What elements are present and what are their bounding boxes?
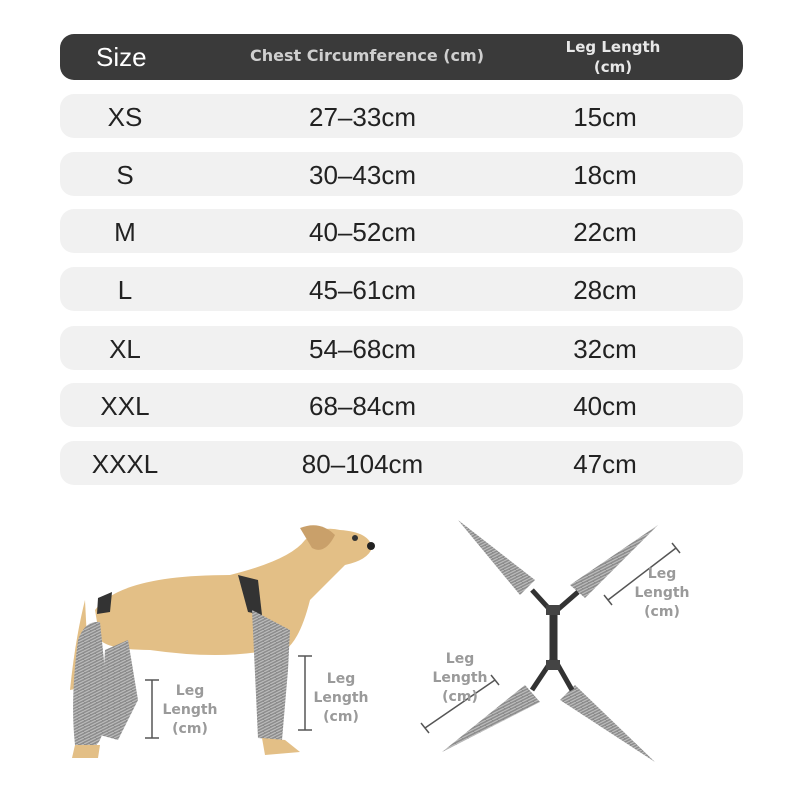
size-table-header <box>60 34 743 80</box>
row-size: XXL <box>100 391 150 421</box>
annotation-line1: Leg <box>647 566 677 582</box>
annotation-line1: Leg <box>445 651 475 667</box>
row-leg: 40cm <box>573 391 637 421</box>
sleeve-top-left <box>458 520 535 595</box>
table-row <box>60 94 743 138</box>
row-leg: 18cm <box>573 160 637 190</box>
sleeve-bottom-right <box>560 685 655 762</box>
dog-body <box>95 529 372 655</box>
buckle-icon <box>546 660 560 670</box>
annotation-line2: Length <box>313 690 369 706</box>
row-size: XL <box>109 334 141 364</box>
row-leg: 15cm <box>573 102 637 132</box>
leg-length-measure-front <box>298 656 369 730</box>
header-leg-length <box>564 37 662 77</box>
row-leg: 28cm <box>573 275 637 305</box>
row-size: L <box>117 275 133 305</box>
front-leg-sleeve <box>252 610 290 740</box>
dog-paw <box>72 745 100 758</box>
table-row <box>60 267 743 311</box>
row-leg: 32cm <box>573 334 637 364</box>
dog-nose-icon <box>367 542 375 550</box>
annotation-line2: Length <box>634 585 690 601</box>
dog-eye-icon <box>352 535 358 541</box>
table-row <box>60 152 743 196</box>
row-chest: 27–33cm <box>309 102 416 132</box>
leg-length-measure-left <box>145 680 218 738</box>
row-leg: 22cm <box>573 217 637 247</box>
row-chest: 54–68cm <box>309 334 416 364</box>
row-chest: 68–84cm <box>309 391 416 421</box>
annotation-line2: Length <box>162 702 218 718</box>
row-chest: 30–43cm <box>309 160 416 190</box>
buckle-icon <box>546 605 560 615</box>
annotation-line3: (cm) <box>323 709 359 725</box>
dog-paw <box>262 738 300 755</box>
row-size: XS <box>107 102 143 132</box>
row-size: S <box>116 160 134 190</box>
row-chest: 40–52cm <box>309 217 416 247</box>
annotation-line3: (cm) <box>172 721 208 737</box>
product-illustration <box>0 500 800 800</box>
annotation-line1: Leg <box>326 671 356 687</box>
annotation-line2: Length <box>432 670 488 686</box>
row-size: XXXL <box>91 449 159 479</box>
row-chest: 80–104cm <box>301 449 424 479</box>
header-leg-length-line1: Leg Length <box>565 38 661 56</box>
row-size: M <box>114 217 136 247</box>
harness-strap-rear <box>97 592 112 614</box>
rear-leg-sleeve-right <box>100 640 138 740</box>
table-row <box>60 441 743 485</box>
annotation-line3: (cm) <box>644 604 680 620</box>
table-row <box>60 209 743 253</box>
annotation-line1: Leg <box>175 683 205 699</box>
row-chest: 45–61cm <box>309 275 416 305</box>
header-chest-circumference: Chest Circumference (cm) <box>250 46 485 65</box>
header-leg-length-line2: (cm) <box>593 58 633 76</box>
header-size: Size <box>96 42 147 72</box>
row-leg: 47cm <box>573 449 637 479</box>
annotation-line3: (cm) <box>442 689 478 705</box>
product-flat-lay <box>442 520 658 762</box>
table-row <box>60 326 743 370</box>
table-row <box>60 383 743 427</box>
